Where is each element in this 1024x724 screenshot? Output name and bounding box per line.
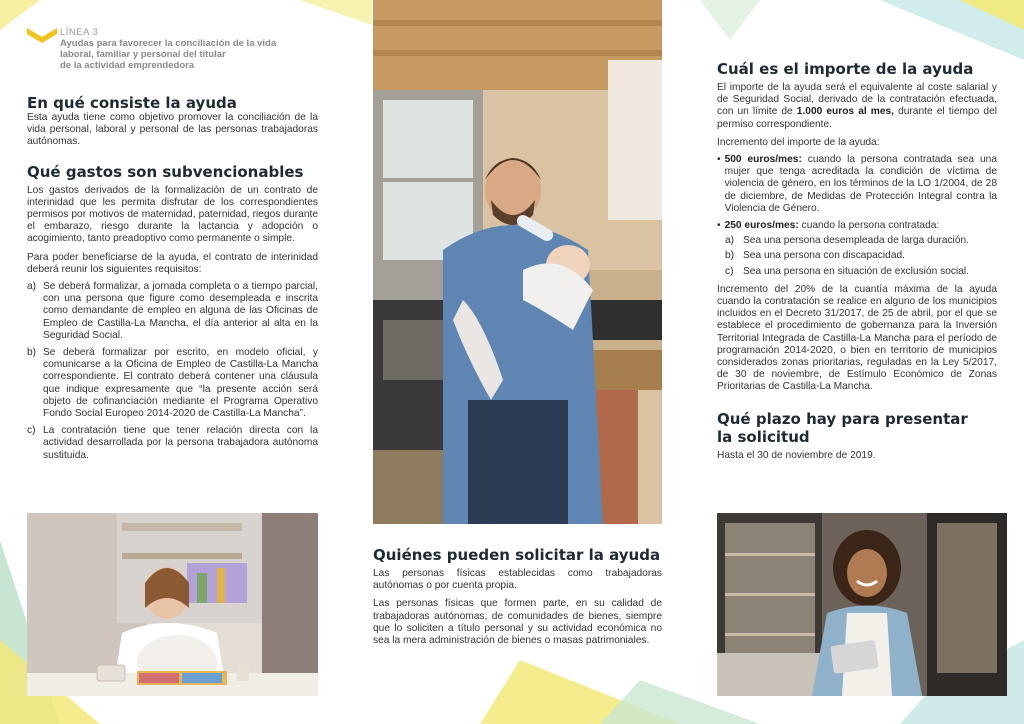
requirement-letter: b) (27, 347, 37, 359)
section-text-en-que-consiste: Esta ayuda tiene como objetivo promover la conciliación de la vida personal, laboral y personal de las personas trabajadoras autónomas. (27, 112, 318, 148)
bullet-text (725, 220, 997, 232)
requirement-text: Se deberá formalizar, a jornada completa o a tiempo parcial, con una persona que figure como desempleada e inscrita como demandante de empleo en alguna de las Oficinas de Empleo de Castilla-La Mancha, el día anterior al alta en la Seguridad Social. (43, 281, 318, 341)
sub-text: Sea una persona con discapacidad. (743, 250, 905, 262)
bullet-text (725, 154, 997, 215)
photo-illustration (717, 513, 1007, 696)
section-text-importe (717, 82, 997, 131)
section-text-quienes-1: Las personas físicas establecidas como trabajadoras autónomas o por cuenta propia. (373, 568, 662, 592)
section-title-importe: Cuál es el importe de la ayuda (717, 60, 974, 78)
deco-top-right-green (700, 0, 760, 40)
photo-illustration (373, 0, 662, 524)
requirement-letter: c) (27, 425, 36, 437)
bullet-amount: 250 euros/mes: (724, 220, 799, 232)
importe-limit: 1.000 euros al mes, (796, 106, 894, 118)
photo-woman-tablet-shop (717, 513, 1007, 696)
requirement-text: La contratación tiene que tener relación directa con la actividad desarrollada por la persona trabajadora autónoma sustituida. (43, 425, 318, 461)
sub-letter: a) (725, 235, 735, 247)
section-text-gastos: Los gastos derivados de la formalización de un contrato de interinidad que les permita disfrutar de los correspondientes permisos por motivos de maternidad, paternidad, riegos durante el embarazo, riesgo durante la lactancia y adopción o acogimiento, tanto preadoptivo como permanente o simple. (27, 184, 318, 245)
line-header (60, 27, 310, 71)
photo-pregnant-woman-phone (27, 513, 318, 696)
section-title-gastos: Qué gastos son subvencionables (27, 162, 304, 181)
sub-item-b (717, 250, 997, 262)
bullet-dot: • (717, 154, 721, 166)
increment-label: Incremento del importe de la ayuda: (717, 136, 880, 148)
bullet-desc: cuando la persona contratada sea una mujer que tenga acreditada la condición de víctima de violencia de género, en los términos de la LO 1/2004, de 28 de diciembre, de Medidas de Protección Integral contra la Violencia de Género. (724, 154, 998, 214)
importe-text-a: El importe de la ayuda será el equivalente al coste salarial y de Seguridad Social, derivado de la contratación efectuada, con un límite de (717, 82, 997, 118)
bullet-250 (717, 220, 997, 232)
photo-illustration (27, 513, 318, 696)
section-text-incremento-20: Incremento del 20% de la cuantía máxima de la ayuda cuando la contratación se realice en alguno de los municipios incluidos en el Decreto 31/2017, de 25 de abril, por el que se establece el procedimiento de gobernanza para la Inversión Territorial Integrada de Castilla-La Mancha para el período de programación 2014-2020, o bien en territorio de municipios considerados zonas prioritarias, reguladas en la Ley 5/2017, de 30 de noviembre, de Estímulo Económico de Zonas Prioritarias de Castilla-La Mancha. (717, 283, 997, 393)
line-title-2: laboral, familiar y personal del titular (60, 49, 226, 60)
section-intro-requisitos: Para poder beneficiarse de la ayuda, el contrato de interinidad deberá reunir los siguientes requisitos: (27, 251, 318, 275)
section-title-plazo (717, 410, 997, 446)
column-3 (717, 60, 997, 462)
sub-text: Sea una persona en situación de exclusión social. (743, 265, 969, 277)
requirement-letter: a) (27, 281, 37, 293)
importe-text-b: durante el tiempo del permiso correspondiente. (717, 106, 997, 130)
bullet-desc: cuando la persona contratada: (798, 220, 940, 232)
chevron-icon (27, 26, 57, 44)
section-text-quienes-2: Las personas físicas que formen parte, en su calidad de trabajadoras autónomas, de comunidades de bienes, siempre que lo soliciten a título personal y su actividad económica no sea la mera administración de bienes o masas patrimoniales. (373, 598, 662, 647)
requirement-c (27, 425, 318, 462)
photo-father-feeding-baby (373, 0, 662, 524)
column-2 (373, 546, 662, 647)
line-title (60, 38, 310, 71)
section-title-en-que-consiste: En qué consiste la ayuda (27, 94, 237, 112)
section-title-quienes: Quiénes pueden solicitar la ayuda (373, 546, 661, 564)
requirement-a (27, 281, 318, 342)
requirement-text: Se deberá formalizar por escrito, en modelo oficial, y comunicarse a la Oficina de Empleo de Castilla-La Mancha correspondiente. El contrato deberá contener una cláusula que indique expresamente que “la presente acción será objeto de cofinanciación mediante el Programa Operativo Fondo Social Europeo 2014-2020 de Castilla-La Mancha”. (43, 347, 318, 420)
column-1 (27, 94, 318, 462)
deco-top-mid-yellow (300, 0, 372, 25)
sub-letter: c) (725, 265, 734, 277)
plazo-title-1: Qué plazo hay para presentar (717, 409, 968, 428)
sub-text: Sea una persona desempleada de larga duración. (743, 235, 969, 247)
plazo-title-2: la solicitud (717, 427, 810, 446)
bullet-dot: • (717, 220, 721, 232)
requirement-b (27, 347, 318, 420)
section-text-plazo: Hasta el 30 de noviembre de 2019. (717, 449, 876, 461)
bullet-amount: 500 euros/mes: (724, 154, 802, 166)
line-title-3: de la actividad emprendedora (60, 60, 195, 71)
sub-item-a (717, 235, 997, 247)
line-label: LÍNEA 3 (60, 27, 99, 38)
sub-item-c (717, 266, 997, 278)
bullet-500 (717, 154, 997, 215)
line-title-1: Ayudas para favorecer la conciliación de la vida (60, 38, 277, 49)
sub-letter: b) (725, 250, 735, 262)
